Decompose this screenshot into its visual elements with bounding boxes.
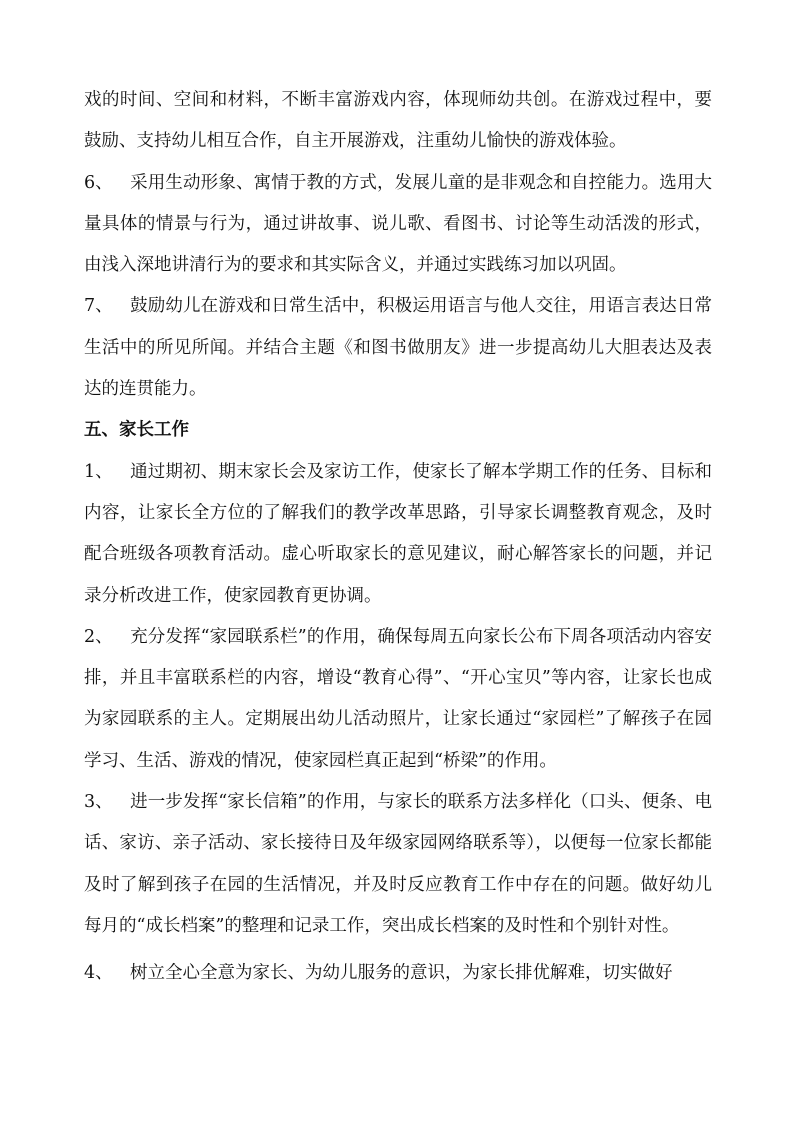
paragraph-text: 戏的时间、空间和材料，不断丰富游戏内容，体现师幼共创。在游戏过程中，要鼓励、支持幼儿相互合作，自主开展游戏，注重幼儿愉快的游戏体验。 (84, 90, 712, 152)
item-number: 4、 (84, 963, 113, 984)
paragraph-text: 进一步发挥“家长信箱”的作用，与家长的联系方法多样化（口头、便条、电话、家访、亲子活动、家长接待日及年级家园网络联系等），以便每一位家长都能及时了解到孩子在园的生活情况，并及时反应教育工作中存在的问题。做好幼儿每月的“成长档案”的整理和记录工作，突出成长档案的及时性和个别针对性。 (84, 792, 712, 936)
section-heading: 五、家长工作 (84, 420, 189, 441)
paragraph-text: 鼓励幼儿在游戏和日常生活中，积极运用语言与他人交往，用语言表达日常生活中的所见所闻。并结合主题《和图书做朋友》进一步提高幼儿大胆表达及表达的连贯能力。 (84, 296, 712, 400)
paragraph-item-3 (84, 782, 712, 947)
item-number: 1、 (84, 461, 113, 482)
paragraph-item-2 (84, 617, 712, 782)
paragraph-item-4 (84, 953, 712, 994)
paragraph-item-7 (84, 286, 712, 410)
paragraph-item-6 (84, 163, 712, 287)
paragraph-text: 通过期初、期末家长会及家访工作，使家长了解本学期工作的任务、目标和内容，让家长全方位的了解我们的教学改革思路，引导家长调整教育观念，及时配合班级各项教育活动。虚心听取家长的意见建议，耐心解答家长的问题，并记录分析改进工作，使家园教育更协调。 (84, 461, 712, 606)
paragraph-item-1 (84, 452, 712, 617)
document-page (84, 80, 712, 995)
item-number: 6、 (84, 172, 113, 193)
paragraph-continued (84, 80, 712, 163)
paragraph-text: 采用生动形象、寓情于教的方式，发展儿童的是非观念和自控能力。选用大量具体的情景与行为，通过讲故事、说儿歌、看图书、讨论等生动活泼的形式，由浅入深地讲清行为的要求和其实际含义，并通过实践练习加以巩固。 (84, 172, 712, 276)
paragraph-text: 充分发挥“家园联系栏”的作用，确保每周五向家长公布下周各项活动内容安排，并且丰富联系栏的内容，增设“教育心得”、“开心宝贝”等内容，让家长也成为家园联系的主人。定期展出幼儿活动照片，让家长通过“家园栏”了解孩子在园学习、生活、游戏的情况，使家园栏真正起到“桥梁”的作用。 (84, 626, 712, 771)
item-number: 2、 (84, 626, 113, 647)
paragraph-text: 树立全心全意为家长、为幼儿服务的意识，为家长排优解难，切实做好 (130, 963, 673, 984)
item-number: 7、 (84, 296, 113, 317)
item-number: 3、 (84, 792, 113, 813)
